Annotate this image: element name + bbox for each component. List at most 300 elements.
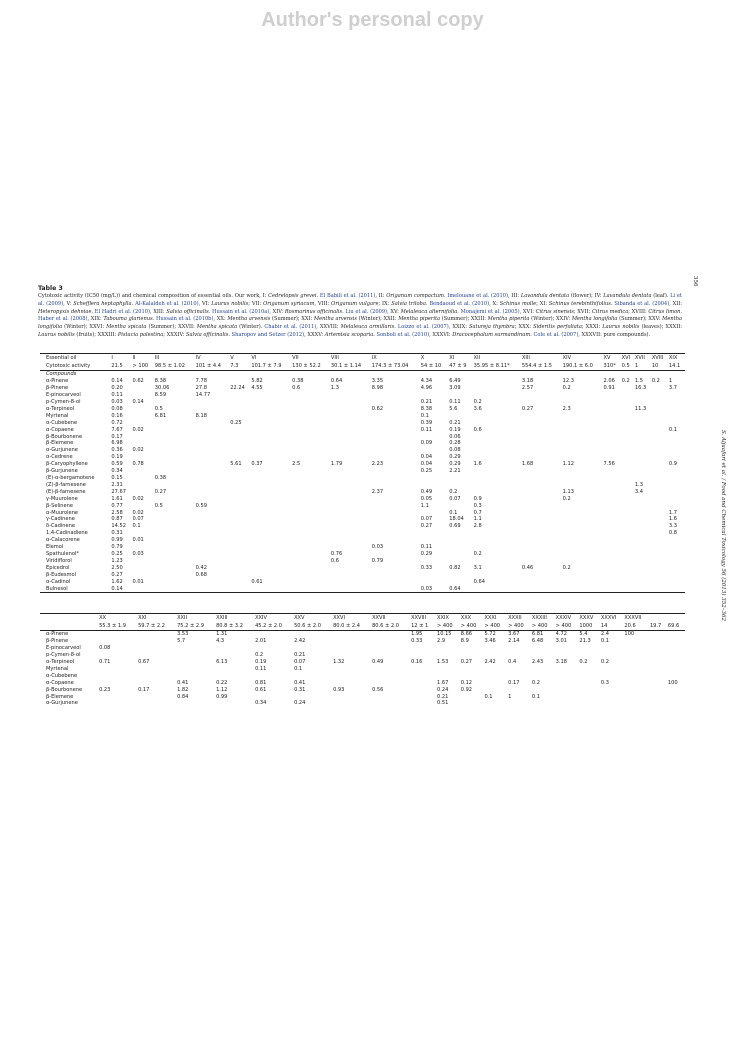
table-cell — [649, 680, 667, 687]
citation-link[interactable]: Cole et al. (2007) — [533, 331, 579, 338]
table-cell — [603, 420, 621, 427]
table-cell: 0.82 — [449, 564, 461, 571]
caption-text: . — [91, 308, 95, 315]
table-cell — [98, 631, 137, 638]
table-cell — [603, 523, 621, 530]
table-cell — [330, 434, 371, 441]
table-cell — [250, 475, 291, 482]
table-cell: 2.21 — [449, 468, 461, 475]
species-name: Mentha longifolia — [38, 316, 683, 331]
table-cell — [176, 645, 215, 652]
table-cell: 0.67 — [138, 659, 150, 666]
table-cell: 0.5 — [154, 502, 163, 509]
row-label — [40, 622, 98, 631]
table-cell — [250, 572, 291, 579]
table-cell — [137, 666, 176, 673]
table-cell — [137, 673, 176, 680]
table-cell — [651, 447, 668, 454]
table-cell: XIX — [668, 354, 685, 363]
table-cell — [521, 392, 562, 399]
table-cell: 98.5 ± 1.02 — [154, 362, 195, 371]
table-cell — [291, 427, 330, 434]
table-cell — [473, 440, 521, 447]
table-cell — [250, 503, 291, 510]
table-cell — [291, 413, 330, 420]
row-label: Elemol — [46, 544, 64, 551]
table-cell: 0.9 — [668, 461, 678, 468]
table-cell: XI — [448, 354, 472, 363]
table-cell: 0.19 — [255, 659, 267, 666]
table-cell — [521, 413, 562, 420]
table-cell — [649, 638, 667, 645]
table-row — [40, 700, 685, 707]
table-cell — [621, 475, 634, 482]
table-cell: 0.64 — [473, 578, 486, 585]
table-row — [40, 680, 685, 687]
table-cell — [473, 378, 521, 385]
table-cell — [371, 468, 420, 475]
table-cell — [603, 447, 621, 454]
table-cell: > 100 — [131, 362, 153, 371]
table-cell — [154, 530, 195, 537]
table-cell — [603, 586, 621, 593]
table-cell: 0.1 — [449, 509, 458, 516]
row-label: Myrtenal — [46, 412, 69, 419]
table-cell — [667, 638, 685, 645]
table-cell — [229, 475, 250, 482]
table-cell — [634, 454, 651, 461]
table-cell — [634, 558, 651, 565]
citation-link[interactable]: Haber et al. (2008) — [38, 316, 88, 323]
table-cell — [603, 406, 621, 413]
table-cell: 4.34 — [420, 378, 433, 385]
caption-text: (Winter). — [237, 324, 265, 331]
table-cell — [651, 406, 668, 413]
table-cell — [371, 447, 420, 454]
row-label: β-Caryophyllene — [46, 461, 88, 468]
table-cell — [330, 579, 371, 586]
row-label: α-Gurjunene — [46, 700, 78, 707]
caption-text: (Winter); XXVI: — [62, 324, 107, 331]
row-label: α-Pinene — [46, 631, 69, 638]
table-cell — [154, 544, 195, 551]
table-row — [40, 631, 685, 638]
table-cell — [634, 572, 651, 579]
row-label: α-Cubebene — [46, 672, 78, 679]
table-cell: XII — [473, 354, 521, 363]
citation-link[interactable]: Monajemi et al. (2005) — [460, 308, 520, 315]
table-cell — [436, 652, 460, 659]
table-cell — [332, 673, 371, 680]
table-cell — [420, 482, 449, 489]
table-cell — [371, 645, 410, 652]
table-cell: 19.7 — [649, 622, 667, 631]
row-label: α-Copaene — [46, 426, 74, 433]
table-cell — [137, 631, 176, 638]
table-cell — [420, 447, 449, 454]
row-label: γ-Cadinene — [46, 516, 75, 523]
table-cell: 0.1 — [132, 523, 141, 530]
table-cell — [668, 579, 685, 586]
table-cell — [154, 523, 195, 530]
table-cell — [371, 427, 420, 434]
table-cell — [634, 461, 651, 468]
table-cell — [229, 523, 250, 530]
table-cell — [98, 666, 137, 673]
table-cell — [562, 420, 603, 427]
caption-text: , XIII: — [149, 308, 167, 315]
table-cell — [291, 392, 330, 399]
table-cell — [603, 475, 621, 482]
table-cell: 0.19 — [449, 426, 461, 433]
table-cell — [621, 579, 634, 586]
caption-text: ; VII: — [248, 300, 264, 307]
table-cell — [667, 694, 685, 701]
table-cell: 0.71 — [99, 659, 111, 666]
table-cell — [668, 551, 685, 558]
table-cell — [330, 530, 371, 537]
table-cell — [195, 406, 230, 413]
table-cell: 54 ± 10 — [420, 362, 449, 371]
table-cell — [229, 378, 250, 385]
row-label: Epicedrol — [46, 564, 70, 571]
species-name: Origanum vulgare — [331, 300, 379, 307]
caption-text: (Summer); XXV: — [617, 316, 663, 323]
table-cell — [562, 523, 603, 530]
table-cell: 0.76 — [330, 550, 343, 557]
table-cell — [600, 652, 624, 659]
table-cell — [291, 454, 330, 461]
table-cell — [154, 427, 195, 434]
citation-link[interactable]: Imelouane et al. (2010) — [447, 293, 508, 299]
table-cell — [651, 572, 668, 579]
table-cell: 0.2 — [562, 564, 571, 571]
caption-text: , XVI: — [519, 308, 536, 315]
table-cell — [521, 482, 562, 489]
table-cell: 0.3 — [473, 502, 482, 509]
table-cell: 0.41 — [294, 679, 306, 686]
table-cell — [229, 551, 250, 558]
table-cell — [521, 558, 562, 565]
table-cell: XXVIII — [410, 614, 436, 623]
table-cell — [448, 530, 472, 537]
table-cell — [291, 475, 330, 482]
table-cell — [154, 454, 195, 461]
table-cell — [291, 482, 330, 489]
species-name: Salvia officinalis — [166, 308, 209, 315]
table-cell: 0.1 — [484, 693, 493, 700]
table-cell — [521, 523, 562, 530]
table-cell — [330, 427, 371, 434]
table-cell — [330, 544, 371, 551]
table-cell: 0.51 — [436, 700, 449, 707]
row-label: Viridiflorol — [46, 557, 72, 564]
table-cell — [521, 447, 562, 454]
table-cell — [634, 440, 651, 447]
citation-link[interactable]: Liu et al. (2009) — [345, 308, 388, 315]
table-cell — [250, 544, 291, 551]
table-cell: 6.13 — [216, 659, 228, 666]
table-cell: 1.5 — [634, 378, 643, 385]
table-row — [40, 638, 685, 645]
table-cell: 0.77 — [111, 502, 123, 509]
table-cell: 1.3 — [634, 481, 643, 488]
table-cell: 0.29 — [449, 461, 461, 468]
citation-link[interactable]: Hussain et al. (2010b) — [156, 316, 214, 323]
table-cell — [649, 614, 667, 623]
table-cell — [420, 537, 449, 544]
table-cell: 0.08 — [111, 405, 123, 412]
table-cell: 80.0 ± 2.4 — [332, 622, 371, 631]
caption-text: ; XVII: — [573, 308, 593, 315]
table-cell — [562, 392, 603, 399]
table-cell — [229, 544, 250, 551]
table-cell — [154, 558, 195, 565]
table-cell — [562, 530, 603, 537]
caption-text: ; XXXIV: — [163, 331, 187, 338]
table-cell: XVI — [621, 354, 634, 363]
table-cell: XXIX — [436, 614, 460, 623]
table-cell — [578, 666, 599, 673]
citation-link[interactable]: Al-Kalaldeh et al. (2010) — [135, 300, 199, 307]
citation-link[interactable]: Bendaoud et al. (2010) — [429, 300, 490, 307]
table-cell: 14.77 — [195, 392, 211, 399]
table-cell: 0.22 — [216, 679, 228, 686]
table-cell: 27.8 — [195, 385, 207, 392]
table-cell — [229, 572, 250, 579]
table-cell — [651, 392, 668, 399]
table-cell: 0.02 — [132, 426, 144, 433]
table-cell — [521, 579, 562, 586]
table-cell — [621, 447, 634, 454]
table-cell — [603, 503, 621, 510]
table-cell — [578, 645, 599, 652]
table-cell: 0.5 — [621, 362, 634, 371]
table-cell — [623, 638, 649, 645]
table-cell — [562, 454, 603, 461]
table-cell — [131, 468, 153, 475]
table-row — [40, 399, 685, 406]
table-row — [40, 440, 685, 447]
table-cell — [651, 558, 668, 565]
table-cell — [634, 586, 651, 593]
table-cell — [668, 475, 685, 482]
table-cell — [291, 496, 330, 503]
table-cell — [603, 399, 621, 406]
species-name: Mentha spicata — [106, 324, 147, 331]
table-cell — [668, 482, 685, 489]
table-cell — [195, 579, 230, 586]
table-cell — [293, 631, 332, 638]
table-cell — [603, 510, 621, 517]
table-cell: 0.38 — [292, 378, 304, 385]
table-cell: 1.6 — [473, 461, 482, 468]
table-cell — [229, 530, 250, 537]
table-cell — [634, 537, 651, 544]
table-cell — [291, 551, 330, 558]
table-cell: 7.56 — [603, 461, 615, 468]
table-cell — [371, 440, 420, 447]
table-cell — [131, 385, 153, 392]
table-cell — [215, 666, 254, 673]
species-name: Cedrelopsis grevei — [268, 293, 317, 299]
species-name: Mentha piperita — [487, 316, 530, 323]
table-cell — [473, 544, 521, 551]
table-cell — [668, 406, 685, 413]
table-cell: 3.7 — [668, 385, 678, 392]
table-row — [40, 537, 685, 544]
table-cell — [668, 440, 685, 447]
table-cell — [473, 385, 521, 392]
row-label: β-Bourbonene — [46, 686, 83, 693]
table-cell — [483, 673, 507, 680]
row-label: Cytotoxic activity — [40, 362, 110, 371]
table-cell: 0.27 — [420, 523, 433, 530]
table-cell — [250, 427, 291, 434]
table-cell — [651, 385, 668, 392]
table-cell — [562, 544, 603, 551]
table-cell: 1.3 — [330, 385, 340, 392]
row-label: Myrtenal — [46, 665, 69, 672]
table-cell: > 400 — [483, 622, 507, 631]
citation-link[interactable]: El Hadri et al. (2010) — [94, 308, 150, 315]
table-cell — [634, 579, 651, 586]
table-cell — [137, 700, 176, 707]
table-cell: 0.14 — [111, 378, 123, 385]
citation-link[interactable]: Sharopov and Setzer (2012) — [231, 331, 305, 338]
citation-link[interactable]: Sonboli et al. (2010) — [376, 331, 430, 338]
table-cell: 8.38 — [420, 405, 433, 412]
table-cell — [250, 399, 291, 406]
table-cell — [332, 631, 371, 638]
table-cell: 2.06 — [603, 378, 615, 385]
citation-link[interactable]: El Babili et al. (2011) — [319, 293, 376, 299]
table-cell: 6.48 — [531, 638, 544, 645]
table-cell: 12 ± 1 — [410, 622, 436, 631]
table-cell — [668, 447, 685, 454]
species-name: Rosmarinus officinalis — [284, 308, 343, 315]
table-cell — [521, 434, 562, 441]
table-cell — [600, 700, 624, 707]
table-cell: 3.67 — [508, 631, 520, 638]
table-cell: 0.16 — [411, 659, 423, 666]
table-cell: 0.1 — [531, 693, 541, 700]
table-cell — [521, 399, 562, 406]
table-cell — [578, 687, 599, 694]
row-label: (Z)-β-farnesene — [46, 481, 86, 488]
cytotoxic-row — [40, 622, 685, 631]
citation-link[interactable]: Chabir et al. (2011) — [264, 324, 317, 331]
table-cell — [332, 700, 371, 707]
table-cell: 8.38 — [154, 378, 167, 385]
section-row — [40, 371, 685, 378]
table-cell — [531, 687, 555, 694]
table-cell — [250, 496, 291, 503]
table-cell — [621, 551, 634, 558]
table-cell — [420, 530, 449, 537]
table-cell: 1 — [634, 362, 651, 371]
table-cell — [562, 427, 603, 434]
citation-link[interactable]: Sibanda et al. (2004) — [614, 300, 670, 307]
table-cell — [600, 666, 624, 673]
caption-text: , X: — [489, 300, 500, 307]
table-cell — [562, 475, 603, 482]
table-cell — [250, 523, 291, 530]
table-cell: 45.2 ± 2.0 — [254, 622, 293, 631]
species-name: Artemisia scoparia — [324, 331, 374, 338]
row-label: α-Pinene — [46, 378, 69, 385]
table-cell: 0.61 — [251, 578, 263, 585]
citation-link[interactable]: Li et al. (2009) — [38, 293, 682, 307]
table-cell — [410, 700, 436, 707]
table-cell — [603, 572, 621, 579]
table-cell — [623, 687, 649, 694]
citation-link[interactable]: Loizzo et al. (2007) — [397, 324, 449, 331]
table-cell: 0.01 — [132, 578, 144, 585]
row-label: β-Eudesmol — [46, 571, 77, 578]
table-cell: I — [110, 354, 131, 363]
table-cell — [98, 673, 137, 680]
table-cell: 0.08 — [99, 645, 111, 652]
table-cell — [634, 544, 651, 551]
table-cell — [420, 579, 449, 586]
table-cell — [254, 645, 293, 652]
table-cell — [330, 447, 371, 454]
citation-link[interactable]: Hussain et al. (2010a) — [212, 308, 270, 315]
table-cell — [555, 694, 579, 701]
table-cell: VII — [291, 354, 330, 363]
caption-text: (Summer); XXIII: — [440, 316, 488, 323]
table-cell — [371, 537, 420, 544]
watermark: Author's personal copy — [261, 9, 484, 31]
table-cell — [291, 565, 330, 572]
table-cell: 0.11 — [420, 426, 433, 433]
table-cell — [621, 558, 634, 565]
table-cell: 1.1 — [473, 516, 482, 523]
table-cell — [291, 558, 330, 565]
table-cell — [330, 565, 371, 572]
species-name: Citrus limon — [648, 308, 681, 315]
table-cell — [603, 434, 621, 441]
table-cell — [651, 489, 668, 496]
table-cell — [371, 700, 410, 707]
table-cell: 3.46 — [484, 638, 496, 645]
caption-text: , XV: — [387, 308, 401, 315]
table-cell — [330, 420, 371, 427]
table-cell: 21.5 — [110, 362, 131, 371]
table-cell — [229, 392, 250, 399]
table-cell: 6.81 — [531, 631, 544, 638]
table-cell: 0.14 — [132, 399, 144, 406]
table-cell — [131, 406, 153, 413]
table-cell: 0.78 — [132, 461, 144, 468]
table-cell — [250, 586, 291, 593]
table-cell — [621, 530, 634, 537]
table-cell: 3.09 — [449, 385, 461, 392]
table-row — [40, 544, 685, 551]
table-cell: 5.61 — [230, 461, 242, 468]
table-cell — [448, 482, 472, 489]
table-cell: 4.72 — [555, 631, 567, 638]
table-cell — [131, 420, 153, 427]
table-cell — [603, 544, 621, 551]
table-cell — [562, 413, 603, 420]
table-cell — [371, 482, 420, 489]
table-cell — [332, 680, 371, 687]
table-cell: 0.27 — [154, 488, 167, 495]
species-name: Salvia officinalis — [186, 331, 229, 338]
table-cell — [531, 666, 555, 673]
